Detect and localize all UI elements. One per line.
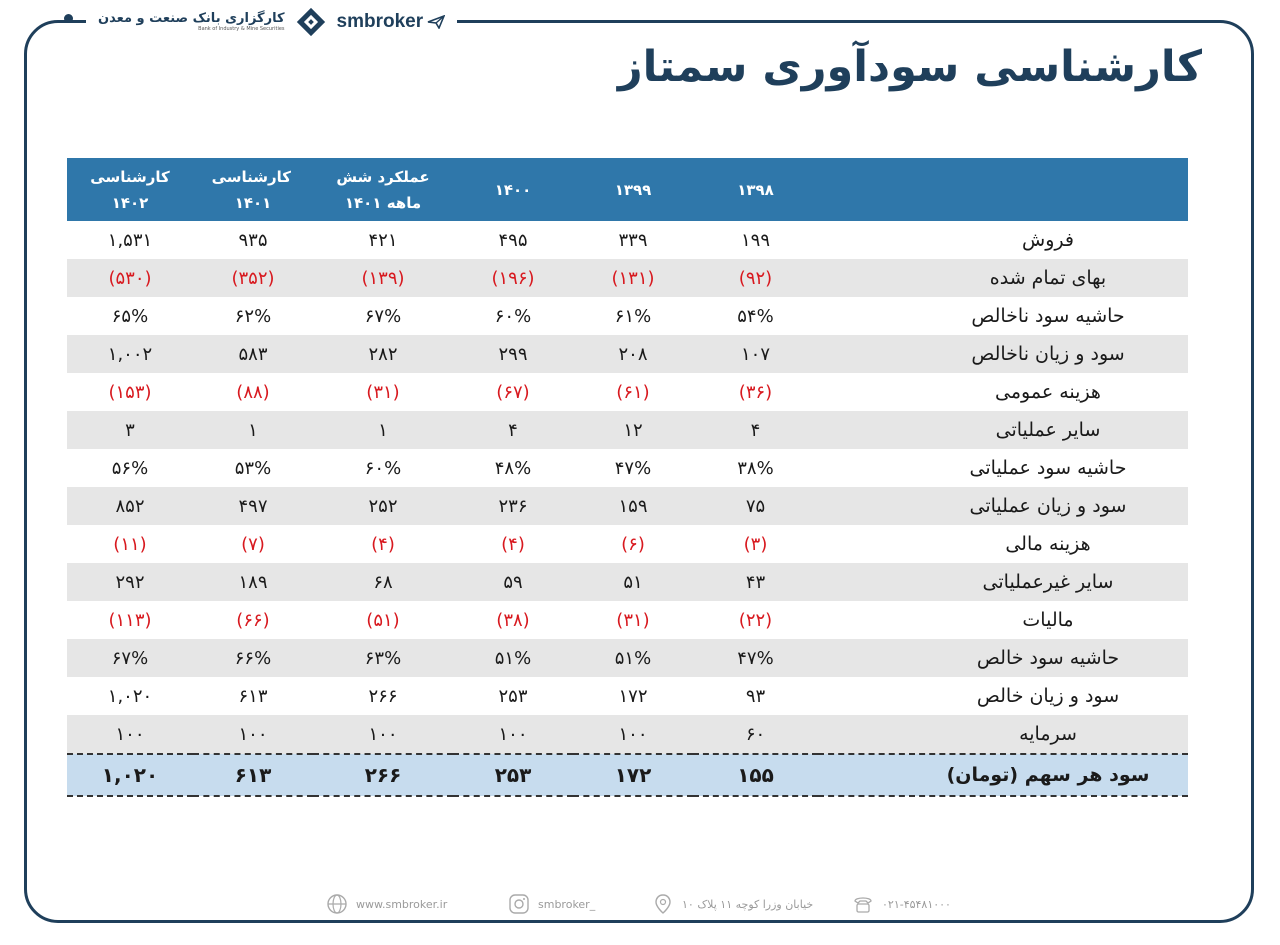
table-row: [67, 411, 1188, 449]
row-value: (۶۱): [573, 373, 693, 411]
header-cell: ۱۳۹۸: [693, 158, 818, 221]
table-header-row: [67, 158, 1188, 221]
row-value: (۶۶): [193, 601, 313, 639]
row-value: ۴۸%: [453, 449, 573, 487]
table-row: [67, 373, 1188, 411]
row-value: ۴۳: [693, 563, 818, 601]
row-value: ۳: [67, 411, 193, 449]
footer-phone[interactable]: [852, 893, 951, 915]
eps-value: ۱,۰۲۰: [67, 754, 193, 796]
table-row: [67, 487, 1188, 525]
row-value: ۴۲۱: [313, 221, 453, 259]
row-value: (۱۳۱): [573, 259, 693, 297]
row-value: ۱,۰۲۰: [67, 677, 193, 715]
row-value: (۳۱): [573, 601, 693, 639]
row-value: ۱۰۰: [573, 715, 693, 754]
row-value: ۱۰۰: [313, 715, 453, 754]
row-value: ۶۲%: [193, 297, 313, 335]
table-row: [67, 525, 1188, 563]
row-value: ۵۱: [573, 563, 693, 601]
row-label: سود و زیان عملیاتی: [818, 487, 1188, 525]
row-value: ۳۸%: [693, 449, 818, 487]
table-row: [67, 449, 1188, 487]
row-value: ۱,۰۰۲: [67, 335, 193, 373]
table-row: [67, 563, 1188, 601]
row-value: ۲۳۶: [453, 487, 573, 525]
table-row: [67, 601, 1188, 639]
address-text: خیابان وزرا کوچه ۱۱ پلاک ۱۰: [682, 897, 814, 911]
row-value: (۸۸): [193, 373, 313, 411]
header-cell: ۱۳۹۹: [573, 158, 693, 221]
row-value: ۵۹: [453, 563, 573, 601]
bank-logo-text: [98, 12, 285, 33]
row-value: (۱۹۶): [453, 259, 573, 297]
row-label: حاشیه سود ناخالص: [818, 297, 1188, 335]
row-value: (۱۵۳): [67, 373, 193, 411]
smbroker-logo: [337, 11, 446, 33]
row-value: ۳۳۹: [573, 221, 693, 259]
row-value: ۶۱۳: [193, 677, 313, 715]
row-label: حاشیه سود خالص: [818, 639, 1188, 677]
row-value: (۶۷): [453, 373, 573, 411]
row-value: ۱: [193, 411, 313, 449]
row-value: ۶۰: [693, 715, 818, 754]
row-label: حاشیه سود عملیاتی: [818, 449, 1188, 487]
row-value: ۶۱%: [573, 297, 693, 335]
row-value: ۱۵۹: [573, 487, 693, 525]
header-cell: کارشناسی ۱۴۰۱: [193, 158, 313, 221]
phone-icon: [852, 893, 874, 915]
eps-value: ۱۷۲: [573, 754, 693, 796]
phone-text: ۰۲۱-۴۵۴۸۱۰۰۰: [882, 897, 951, 911]
row-label: فروش: [818, 221, 1188, 259]
eps-value: ۱۵۵: [693, 754, 818, 796]
row-value: ۶۰%: [453, 297, 573, 335]
row-value: (۴): [313, 525, 453, 563]
row-value: (۵۳۰): [67, 259, 193, 297]
row-value: ۶۳%: [313, 639, 453, 677]
paper-plane-icon: [427, 15, 445, 29]
row-value: ۱: [313, 411, 453, 449]
footer-website[interactable]: [326, 893, 447, 915]
eps-value: ۲۶۶: [313, 754, 453, 796]
footer-instagram[interactable]: [508, 893, 595, 915]
table-row: [67, 677, 1188, 715]
row-value: ۴۹۵: [453, 221, 573, 259]
row-value: ۶۷%: [313, 297, 453, 335]
row-value: ۲۰۸: [573, 335, 693, 373]
row-value: ۶۶%: [193, 639, 313, 677]
header-cell: عملکرد شش ماهه ۱۴۰۱: [313, 158, 453, 221]
row-value: ۹۳۵: [193, 221, 313, 259]
smbroker-wordmark: smbroker: [336, 11, 424, 32]
instagram-icon: [508, 893, 530, 915]
row-value: ۲۸۲: [313, 335, 453, 373]
row-value: ۵۳%: [193, 449, 313, 487]
eps-row: [67, 754, 1188, 796]
bank-logo-icon: [295, 6, 327, 38]
row-label: سود و زیان خالص: [818, 677, 1188, 715]
row-value: ۱۸۹: [193, 563, 313, 601]
bank-name: کارگزاری بانک صنعت و معدن: [98, 10, 285, 26]
profit-forecast-table: [67, 158, 1188, 797]
table-row: [67, 221, 1188, 259]
row-value: (۱۱۳): [67, 601, 193, 639]
brand-header: [86, 2, 457, 42]
row-value: ۱۰۰: [453, 715, 573, 754]
row-value: ۵۱%: [453, 639, 573, 677]
instagram-text: smbroker_: [538, 897, 596, 911]
row-value: (۱۳۹): [313, 259, 453, 297]
row-value: ۱۰۷: [693, 335, 818, 373]
row-value: (۳۱): [313, 373, 453, 411]
row-value: (۳۵۲): [193, 259, 313, 297]
row-value: ۶۷%: [67, 639, 193, 677]
row-value: ۲۵۲: [313, 487, 453, 525]
row-value: (۶): [573, 525, 693, 563]
row-label: سود و زیان ناخالص: [818, 335, 1188, 373]
row-value: (۷): [193, 525, 313, 563]
row-value: ۶۰%: [313, 449, 453, 487]
row-label: هزینه عمومی: [818, 373, 1188, 411]
row-value: ۴: [453, 411, 573, 449]
row-value: ۱۰۰: [193, 715, 313, 754]
location-pin-icon: [652, 893, 674, 915]
header-cell: کارشناسی ۱۴۰۲: [67, 158, 193, 221]
row-value: ۶۸: [313, 563, 453, 601]
row-value: ۱۹۹: [693, 221, 818, 259]
row-value: ۱,۵۳۱: [67, 221, 193, 259]
table-row: [67, 297, 1188, 335]
row-value: ۴۷%: [693, 639, 818, 677]
row-value: ۸۵۲: [67, 487, 193, 525]
row-value: (۱۱): [67, 525, 193, 563]
footer: [0, 893, 1280, 917]
globe-icon: [326, 893, 348, 915]
row-label: هزینه مالی: [818, 525, 1188, 563]
bank-subtitle: Bank of Industry & Mine Securities: [198, 25, 285, 32]
row-value: (۵۱): [313, 601, 453, 639]
top-bar: [0, 0, 1280, 40]
row-value: (۲۲): [693, 601, 818, 639]
row-value: ۴۹۷: [193, 487, 313, 525]
row-value: ۹۳: [693, 677, 818, 715]
eps-value: ۲۵۳: [453, 754, 573, 796]
row-value: ۲۶۶: [313, 677, 453, 715]
row-value: ۴۷%: [573, 449, 693, 487]
table-row: [67, 259, 1188, 297]
header-cell: [818, 158, 1188, 221]
footer-address: [652, 893, 813, 915]
row-value: ۱۷۲: [573, 677, 693, 715]
row-value: (۴): [453, 525, 573, 563]
table-row: [67, 715, 1188, 754]
table-row: [67, 335, 1188, 373]
row-label: سرمایه: [818, 715, 1188, 754]
row-value: ۵۱%: [573, 639, 693, 677]
row-value: (۳۶): [693, 373, 818, 411]
row-label: مالیات: [818, 601, 1188, 639]
page-title: کارشناسی سودآوری سمتاز: [617, 42, 1202, 92]
table-row: [67, 639, 1188, 677]
row-value: ۲۹۲: [67, 563, 193, 601]
row-label: سایر غیرعملیاتی: [818, 563, 1188, 601]
row-value: ۱۰۰: [67, 715, 193, 754]
row-value: ۶۵%: [67, 297, 193, 335]
row-value: (۳): [693, 525, 818, 563]
row-value: ۱۲: [573, 411, 693, 449]
row-label: بهای تمام شده: [818, 259, 1188, 297]
row-value: ۲۹۹: [453, 335, 573, 373]
row-value: ۷۵: [693, 487, 818, 525]
frame-dot-left: [64, 14, 73, 23]
row-value: ۵۸۳: [193, 335, 313, 373]
eps-value: ۶۱۳: [193, 754, 313, 796]
row-value: ۵۴%: [693, 297, 818, 335]
row-value: ۲۵۳: [453, 677, 573, 715]
website-text: www.smbroker.ir: [356, 897, 448, 911]
row-value: ۴: [693, 411, 818, 449]
row-value: (۳۸): [453, 601, 573, 639]
header-cell: ۱۴۰۰: [453, 158, 573, 221]
row-value: (۹۲): [693, 259, 818, 297]
row-value: ۵۶%: [67, 449, 193, 487]
row-label: سایر عملیاتی: [818, 411, 1188, 449]
eps-label: سود هر سهم (تومان): [818, 754, 1188, 796]
